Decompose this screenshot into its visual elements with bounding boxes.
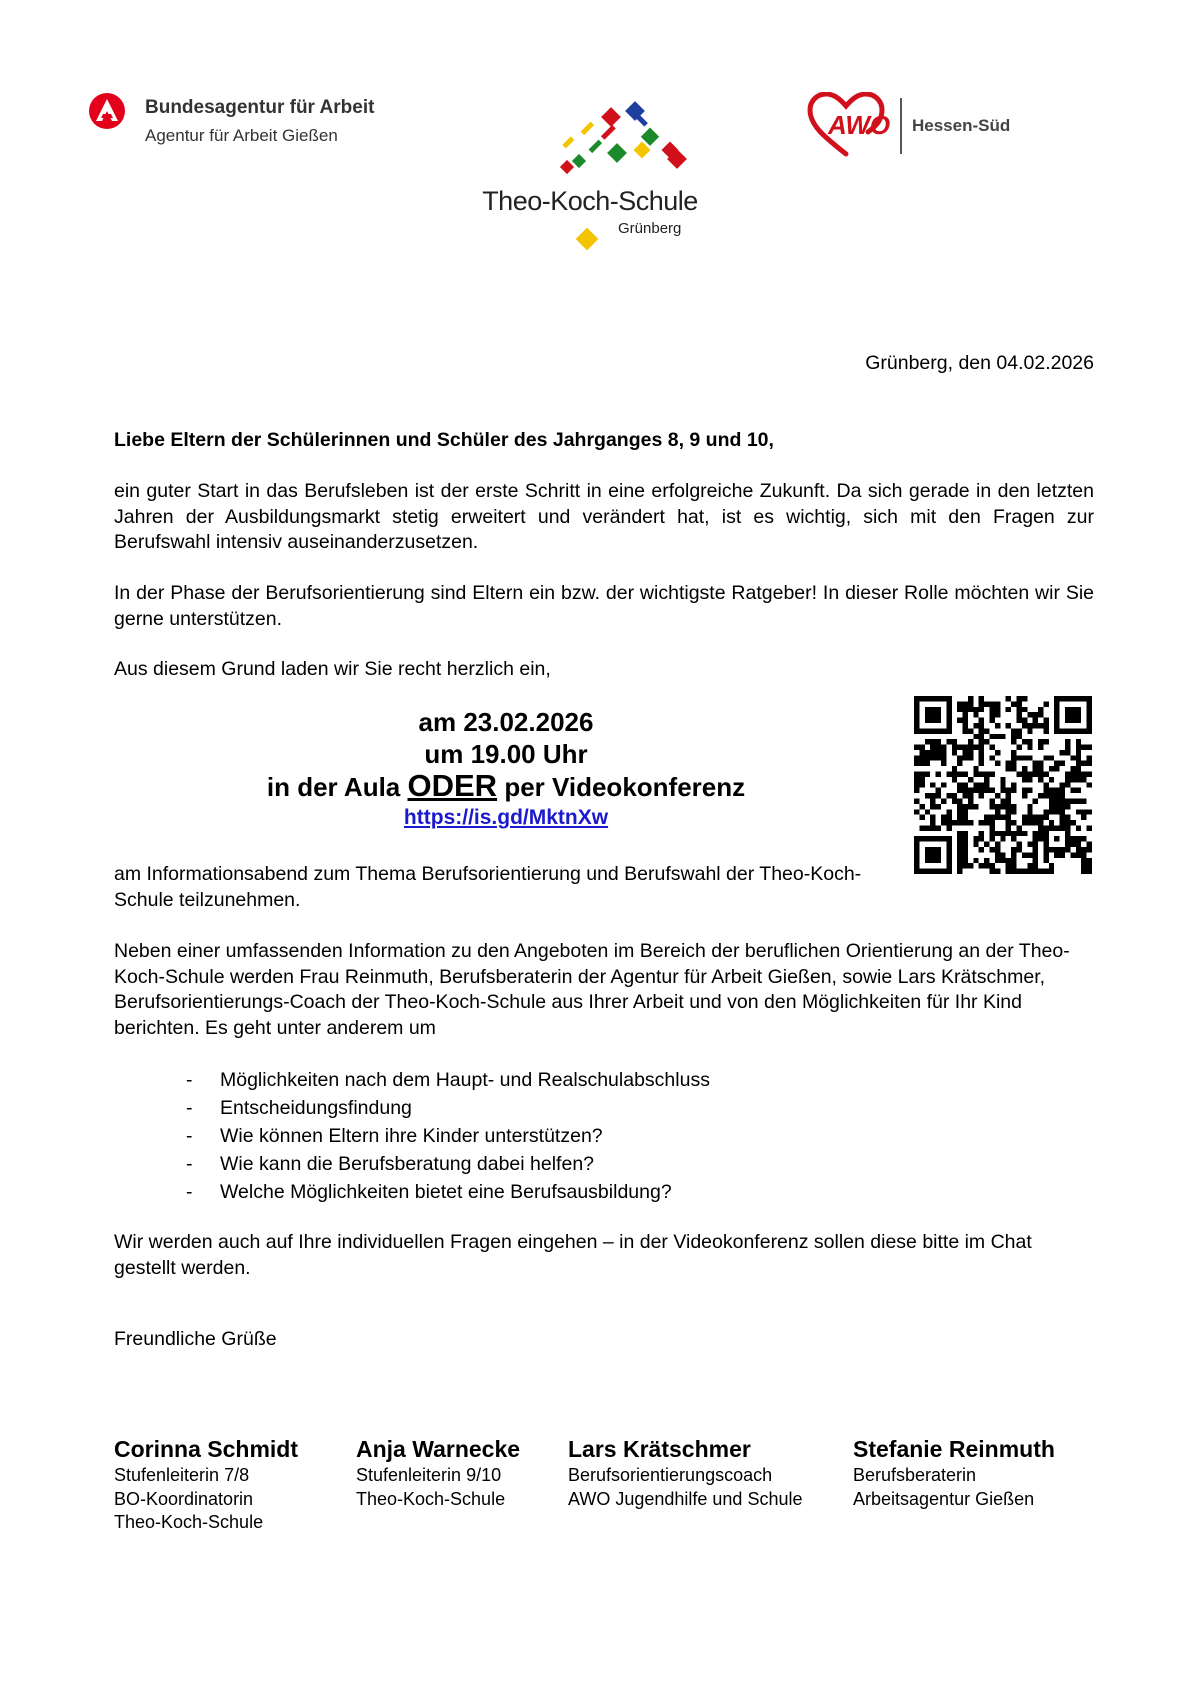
- event-date: am 23.02.2026: [418, 707, 594, 737]
- video-conference-link[interactable]: https://is.gd/MktnXw: [403, 806, 609, 829]
- closing: Freundliche Grüße: [114, 1328, 277, 1350]
- paragraph-intro: ein guter Start in das Berufsleben ist der erste Schritt in eine erfolgreiche Zukunft. Da sich gerade in den letzten Jahren der Ausbildungsmarkt stetig erweitert und verändert hat, ist es wichtig, sich mit den Fragen zur Berufswahl intensiv auseinanderzusetzen.: [114, 480, 1094, 553]
- list-bullet: -: [186, 1181, 193, 1203]
- signature-org: Theo-Koch-Schule: [114, 1512, 264, 1532]
- school-city: Grünberg: [618, 220, 682, 237]
- list-bullet: -: [186, 1069, 193, 1091]
- qr-code-icon: [914, 696, 1092, 874]
- topics-list: [114, 1066, 1014, 1206]
- signature-org: Theo-Koch-Schule: [356, 1488, 506, 1509]
- list-bullet: -: [186, 1153, 193, 1175]
- ba-logo-icon: [89, 93, 125, 129]
- signature-name: Corinna Schmidt: [114, 1436, 299, 1462]
- signature-org: Arbeitsagentur Gießen: [853, 1488, 1035, 1509]
- letter-date: Grünberg, den 04.02.2026: [865, 352, 1094, 374]
- awo-name: AWO: [828, 110, 891, 140]
- list-item: [114, 1122, 1014, 1150]
- awo-logo: [806, 92, 1036, 160]
- ba-sub: Agentur für Arbeit Gießen: [145, 126, 338, 145]
- list-item: [114, 1066, 1014, 1094]
- event-location-video: per Videokonferenz: [504, 772, 746, 802]
- paragraph-questions: Wir werden auch auf Ihre individuellen Fragen eingehen – in der Videokonferenz sollen diese bitte im Chat gestellt werden.: [114, 1231, 1032, 1279]
- signature-org: AWO Jugendhilfe und Schule: [568, 1488, 803, 1509]
- list-item: [114, 1178, 1014, 1206]
- awo-divider: [900, 98, 902, 154]
- signature-role: Stufenleiterin 7/8: [114, 1465, 250, 1485]
- signature-block: [568, 1434, 802, 1511]
- paragraph-invitation: Aus diesem Grund laden wir Sie recht herzlich ein,: [114, 658, 551, 680]
- school-name: Theo-Koch-Schule: [482, 186, 698, 216]
- school-diamond-icon: [574, 226, 600, 252]
- list-bullet: -: [186, 1125, 193, 1147]
- signature-block: [356, 1434, 520, 1511]
- ba-logo: [89, 93, 409, 153]
- paragraph-topic: am Informationsabend zum Thema Berufsorientierung und Berufswahl der Theo-Koch-Schule teilzunehmen.: [114, 863, 862, 911]
- event-time: um 19.00 Uhr: [424, 739, 588, 769]
- event-location-aula: in der Aula: [266, 772, 401, 802]
- school-mosaic-icon: [540, 100, 690, 190]
- signature-role: Berufsorientierungscoach: [568, 1465, 773, 1485]
- list-item-text: Entscheidungsfindung: [220, 1097, 412, 1119]
- ba-name: Bundesagentur für Arbeit: [145, 97, 375, 118]
- event-location: [206, 770, 806, 803]
- awo-region: Hessen-Süd: [912, 116, 1011, 135]
- event-location-or: ODER: [407, 768, 498, 803]
- signature-block: [114, 1434, 298, 1535]
- list-item-text: Wie kann die Berufsberatung dabei helfen?: [220, 1153, 595, 1175]
- list-item: [114, 1150, 1014, 1178]
- signature-name: Anja Warnecke: [356, 1436, 521, 1462]
- salutation: Liebe Eltern der Schülerinnen und Schüler des Jahrganges 8, 9 und 10,: [114, 429, 774, 451]
- event-block: [206, 706, 806, 831]
- paragraph-speakers: Neben einer umfassenden Information zu den Angeboten im Bereich der beruflichen Orientierung an der Theo-Koch-Schule werden Frau Reinmuth, Berufsberaterin der Agentur für Arbeit Gießen, sowie Lars Krätschmer, Berufsorientierungs-Coach der Theo-Koch-Schule aus Ihrer Arbeit und von den Möglichkeiten für Ihr Kind berichten. Es geht unter anderem um: [114, 940, 1070, 1039]
- signature-block: [853, 1434, 1055, 1511]
- list-item: [114, 1094, 1014, 1122]
- signature-role: Berufsberaterin: [853, 1465, 977, 1485]
- school-logo: [470, 100, 730, 260]
- signature-name: Lars Krätschmer: [568, 1436, 751, 1462]
- signature-role: Stufenleiterin 9/10: [356, 1465, 502, 1485]
- paragraph-role: In der Phase der Berufsorientierung sind Eltern ein bzw. der wichtigste Ratgeber! In dieser Rolle möchten wir Sie gerne unterstützen.: [114, 582, 1094, 630]
- signature-name: Stefanie Reinmuth: [853, 1436, 1055, 1462]
- list-item-text: Welche Möglichkeiten bietet eine Berufsausbildung?: [220, 1181, 672, 1203]
- list-bullet: -: [186, 1097, 193, 1119]
- list-item-text: Möglichkeiten nach dem Haupt- und Realschulabschluss: [220, 1069, 710, 1091]
- list-item-text: Wie können Eltern ihre Kinder unterstützen?: [220, 1125, 603, 1147]
- signature-role: BO-Koordinatorin: [114, 1488, 254, 1509]
